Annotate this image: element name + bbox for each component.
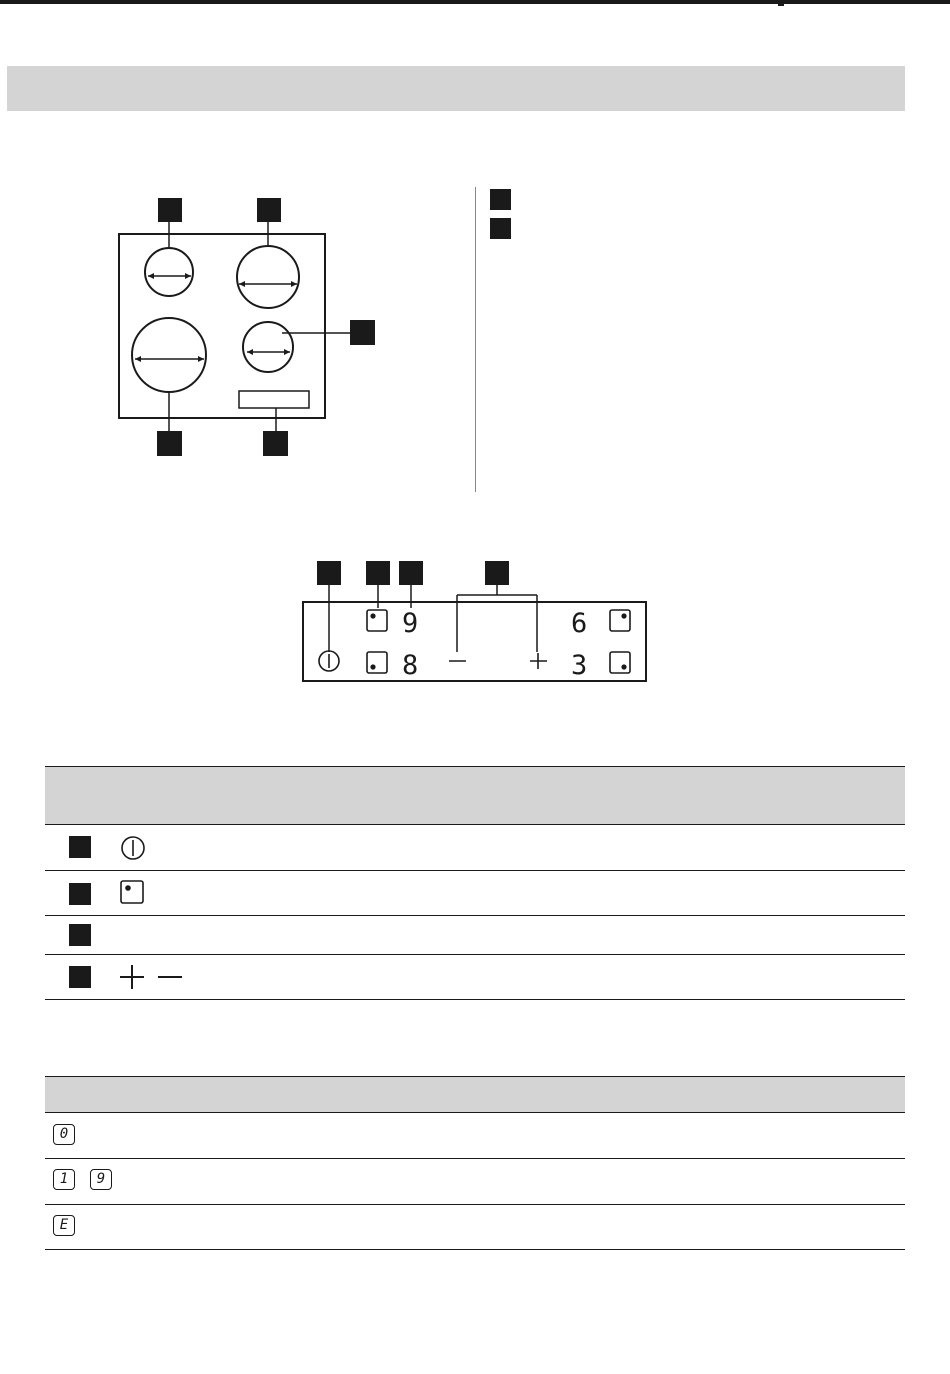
display-symbol-icon: E (53, 1215, 75, 1236)
display-symbol-icon: 1 (53, 1169, 75, 1190)
readout-bottom-left: 8 (402, 650, 419, 681)
panel-outline (303, 602, 646, 681)
minus-icon (156, 963, 184, 991)
readout-top-left: 9 (402, 608, 419, 639)
zone-select-icon-top-right (610, 610, 630, 631)
display-row-rule (45, 1204, 905, 1205)
zone-select-icon (120, 880, 146, 906)
panel-callout-4 (485, 561, 509, 585)
display-table-bottom-rule (45, 1249, 905, 1250)
zone-select-icon-top-left (367, 610, 387, 631)
function-row-4-marker (69, 966, 91, 988)
function-row-3-marker (69, 924, 91, 946)
function-table-bottom-rule (45, 999, 905, 1000)
function-row-rule (45, 915, 905, 916)
power-icon (120, 835, 146, 861)
panel-callout-3 (399, 561, 423, 585)
panel-callout-1 (317, 561, 341, 585)
readout-bottom-right: 3 (571, 650, 588, 681)
function-table-header-rule (45, 824, 905, 825)
display-symbol-icon: 0 (53, 1124, 75, 1145)
plus-icon (530, 653, 547, 669)
power-icon (319, 651, 339, 671)
zone-select-icon-bottom-right (610, 652, 630, 673)
display-row-rule (45, 1158, 905, 1159)
function-row-2-marker (69, 883, 91, 905)
readout-top-right: 6 (571, 608, 588, 639)
plus-icon (118, 963, 146, 991)
function-row-rule (45, 870, 905, 871)
function-row-1-marker (69, 836, 91, 858)
zone-select-icon-bottom-left (367, 652, 387, 673)
display-table-header (45, 1077, 905, 1112)
display-table-header-rule (45, 1112, 905, 1113)
panel-callout-2 (366, 561, 390, 585)
display-symbol-icon: 9 (90, 1169, 112, 1190)
function-table-header (45, 767, 905, 824)
function-row-rule (45, 954, 905, 955)
